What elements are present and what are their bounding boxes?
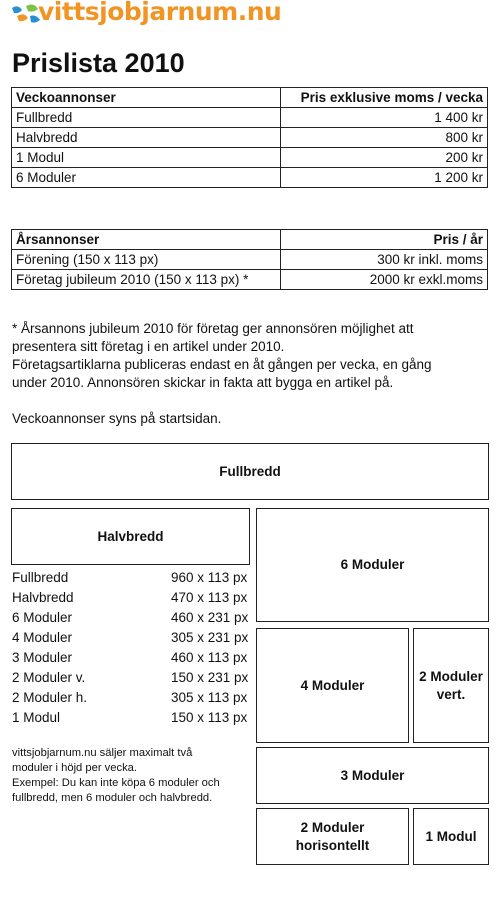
dimension-value: 960 x 113 px (171, 570, 248, 585)
dimension-name: 1 Modul (12, 710, 61, 725)
jubileum-note (12, 320, 432, 392)
box-label: Fullbredd (219, 463, 281, 479)
table-cell: Företag jubileum 2010 (150 x 113 px) * (12, 270, 281, 290)
note-line: under 2010. Annonsören skickar in fakta att bygga en artikel på. (12, 375, 394, 390)
table-header-row (12, 230, 488, 250)
table-cell: 2000 kr exkl.moms (281, 270, 488, 290)
box-label: 2 Moduler (300, 819, 365, 835)
yearly-price-table (11, 229, 488, 290)
table-cell: 1 400 kr (281, 108, 488, 128)
dimension-name: 2 Moduler h. (12, 690, 88, 705)
dimension-value: 305 x 231 px (171, 630, 249, 645)
page-title: Prislista 2010 (12, 48, 185, 78)
dimension-value: 470 x 113 px (171, 590, 248, 605)
box-label: 3 Moduler (340, 767, 405, 783)
table-cell: Fullbredd (12, 108, 281, 128)
note-line: vittsjobjarnum.nu säljer maximalt två (12, 747, 193, 759)
note-line: moduler i höjd per vecka. (12, 762, 137, 774)
table-cell: 6 Moduler (12, 168, 281, 188)
box-label: 4 Moduler (300, 677, 365, 693)
fullbredd-box (11, 443, 489, 500)
table-header-cell: Pris / år (281, 230, 488, 250)
dimension-value: 305 x 113 px (171, 690, 248, 705)
table-cell: 1 200 kr (281, 168, 488, 188)
box-label: vert. (436, 686, 466, 702)
dimension-name: 4 Moduler (12, 630, 73, 645)
note-line: Företagsartiklarna publiceras endast en åt gången per vecka, en gång (12, 357, 432, 372)
dimension-value: 150 x 231 px (171, 670, 249, 685)
note-line: presentera sitt företag i en artikel under 2010. (12, 339, 285, 354)
table-cell: Halvbredd (12, 128, 281, 148)
dimension-value: 460 x 231 px (171, 610, 249, 625)
table-row (12, 250, 488, 270)
dimension-name: 6 Moduler (12, 610, 73, 625)
box-label: Halvbredd (97, 528, 164, 544)
table-cell: 1 Modul (12, 148, 281, 168)
table-cell: 300 kr inkl. moms (281, 250, 488, 270)
fyra-moduler-box (256, 628, 409, 743)
note-line: * Årsannons jubileum 2010 för företag ger annonsören möjlighet att (12, 321, 414, 336)
dimension-name: Halvbredd (12, 590, 74, 605)
tva-moduler-vert-box (413, 628, 489, 743)
box-label: 1 Modul (425, 828, 477, 844)
note-line: Exempel: Du kan inte köpa 6 moduler och (12, 777, 220, 789)
dimension-name: 3 Moduler (12, 650, 73, 665)
table-header-cell: Veckoannonser (12, 88, 281, 108)
sex-moduler-box (256, 508, 489, 622)
tre-moduler-box (256, 747, 489, 804)
table-header-cell: Årsannonser (12, 230, 281, 250)
table-row (12, 128, 488, 148)
logo-text: vittsjobjarnum.nu (38, 0, 282, 26)
dimension-value: 150 x 113 px (171, 710, 248, 725)
startpage-note: Veckoannonser syns på startsidan. (12, 411, 222, 426)
table-row (12, 168, 488, 188)
dimension-name: 2 Moduler v. (12, 670, 86, 685)
weekly-price-table (11, 87, 488, 188)
site-logo (8, 0, 282, 34)
dimension-name: Fullbredd (12, 570, 69, 585)
note-line: fullbredd, men 6 moduler och halvbredd. (12, 792, 213, 804)
en-modul-box (413, 808, 489, 865)
table-cell: 800 kr (281, 128, 488, 148)
table-row (12, 270, 488, 290)
table-header-cell: Pris exklusive moms / vecka (281, 88, 488, 108)
table-cell: 200 kr (281, 148, 488, 168)
box-label: 2 Moduler (419, 668, 483, 684)
table-row (12, 148, 488, 168)
box-label: horisontellt (295, 837, 370, 853)
table-header-row (12, 88, 488, 108)
dimension-value: 460 x 113 px (171, 650, 248, 665)
box-label: 6 Moduler (340, 557, 405, 572)
table-row (12, 108, 488, 128)
limit-note (12, 746, 220, 806)
halvbredd-box (11, 508, 250, 565)
table-cell: Förening (150 x 113 px) (12, 250, 281, 270)
logo-mark-icon (8, 2, 42, 32)
tva-moduler-hor-box (256, 808, 409, 865)
